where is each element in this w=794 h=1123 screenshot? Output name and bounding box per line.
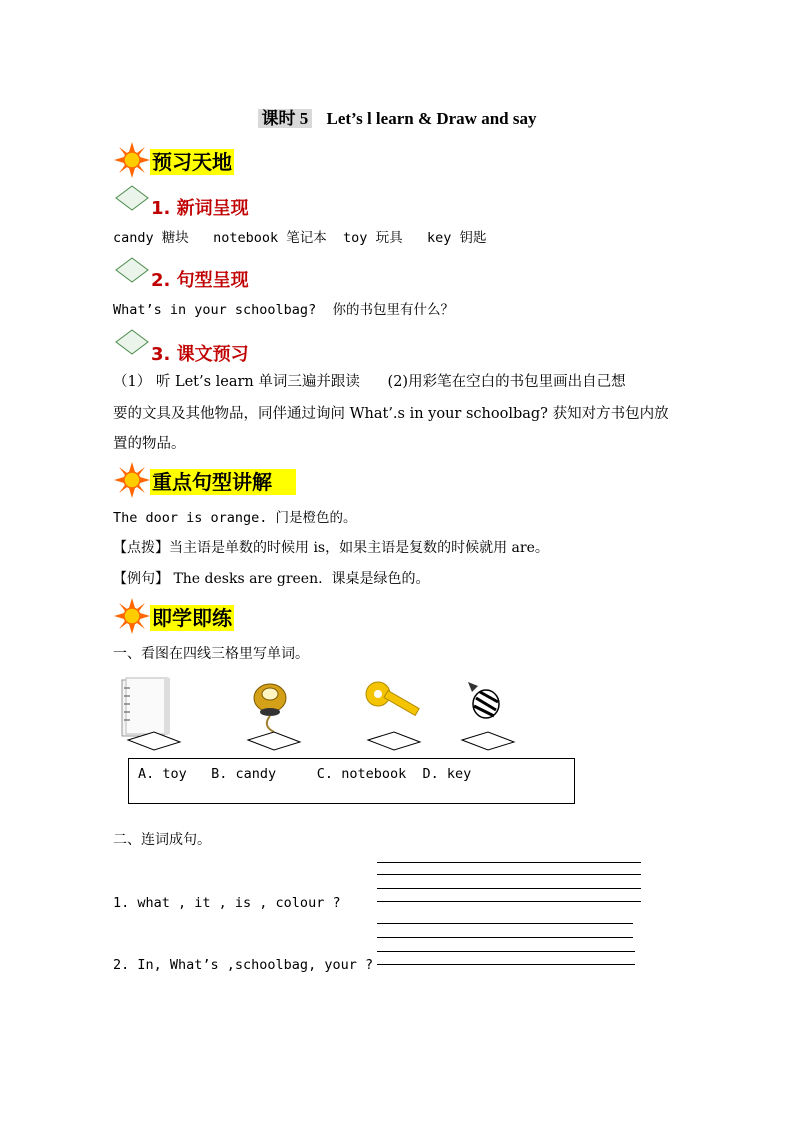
new-words: candy 糖块 notebook 笔记本 toy 玩具 key 钥匙 bbox=[113, 230, 487, 246]
key-image bbox=[362, 676, 432, 754]
writing-line bbox=[377, 901, 641, 902]
options-text: A. toy B. candy C. notebook D. key bbox=[138, 766, 472, 782]
section-key-points bbox=[150, 468, 296, 496]
lesson-title: Let’s l learn & Draw and say bbox=[326, 109, 537, 128]
key-tip: 【点拨】当主语是单数的时候用 is，如果主语是复数的时候就用 are。 bbox=[113, 540, 549, 556]
key-example: 【例句】 The desks are green. 课桌是绿色的。 bbox=[113, 571, 430, 587]
sun-icon bbox=[114, 142, 150, 178]
key-sentence: The door is orange. 门是橙色的。 bbox=[113, 510, 357, 526]
sub2-title: 2. 句型呈现 bbox=[151, 270, 249, 291]
sentence-pattern: What’s in your schoolbag? 你的书包里有什么？ bbox=[113, 302, 454, 318]
writing-line bbox=[377, 923, 633, 924]
writing-line bbox=[377, 937, 633, 938]
diamond-icon bbox=[114, 256, 154, 290]
preview-line-2: 要的文具及其他物品，同伴通过询问 What’.s in your schoolbag? 获知对方书包内放 bbox=[113, 406, 669, 422]
sun-icon bbox=[114, 462, 150, 498]
q2-item-2: 2. In, What’s ,schoolbag, your ? bbox=[113, 957, 374, 973]
writing-line bbox=[377, 964, 635, 965]
sub1-title: 1. 新词呈现 bbox=[151, 198, 249, 219]
writing-line bbox=[377, 888, 641, 889]
q2-item-1: 1. what , it , is , colour ? bbox=[113, 895, 341, 911]
section-preview bbox=[150, 148, 234, 176]
sun-icon bbox=[114, 598, 150, 634]
section-practice bbox=[150, 604, 234, 632]
toy-image bbox=[240, 676, 310, 754]
sub3-title: 3. 课文预习 bbox=[151, 344, 249, 365]
preview-line-3: 置的物品。 bbox=[113, 436, 186, 452]
diamond-icon bbox=[114, 184, 154, 218]
section-practice-label: 即学即练 bbox=[152, 606, 232, 630]
preview-line-1: （1） 听 Let’s learn 单词三遍并跟读 (2)用彩笔在空白的书包里画出自己想 bbox=[113, 374, 626, 390]
section-preview-label: 预习天地 bbox=[152, 150, 232, 174]
q2-heading: 二、连词成句。 bbox=[113, 832, 211, 848]
candy-image bbox=[456, 676, 526, 754]
lesson-number: 课时 5 bbox=[258, 109, 313, 128]
diamond-icon bbox=[114, 328, 154, 362]
writing-line bbox=[377, 951, 635, 952]
q1-heading: 一、看图在四线三格里写单词。 bbox=[113, 646, 309, 662]
writing-line bbox=[377, 862, 641, 863]
notebook-image bbox=[118, 676, 188, 754]
section-key-points-label: 重点句型讲解 bbox=[150, 469, 296, 495]
writing-line bbox=[377, 874, 641, 875]
page-title bbox=[0, 104, 794, 129]
